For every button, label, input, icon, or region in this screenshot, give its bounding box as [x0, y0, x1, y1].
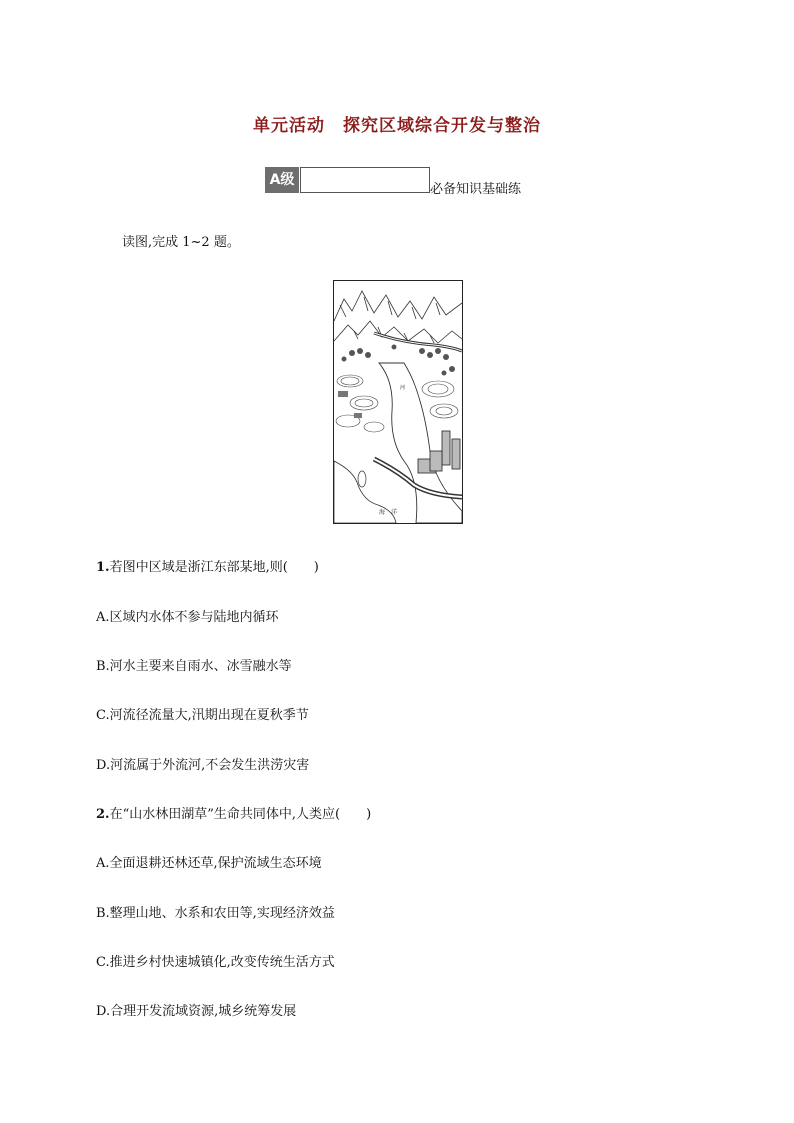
score-box[interactable]	[300, 167, 430, 193]
option-2c[interactable]: C.推进乡村快速城镇化,改变传统生活方式	[96, 955, 335, 970]
option-2b[interactable]: B.整理山地、水系和农田等,实现经济效益	[96, 906, 335, 921]
question-stem: 若图中区域是浙江东部某地,则( )	[109, 560, 319, 575]
landscape-figure	[333, 280, 463, 524]
question-number: 2.	[96, 807, 110, 822]
level-label: 必备知识基础练	[430, 182, 522, 197]
landscape-illustration	[334, 281, 462, 523]
question-1	[96, 556, 319, 575]
option-1d[interactable]: D.河流属于外流河,不会发生洪涝灾害	[96, 758, 310, 773]
option-1b[interactable]: B.河水主要来自雨水、冰雪融水等	[96, 659, 292, 674]
option-2a[interactable]: A.全面退耕还林还草,保护流域生态环境	[96, 856, 322, 871]
option-2d[interactable]: D.合理开发流域资源,城乡统筹发展	[96, 1004, 297, 1019]
level-header	[265, 167, 545, 197]
page-title: 单元活动 探究区域综合开发与整治	[253, 116, 541, 136]
intro-text: 读图,完成 1~2 题。	[122, 235, 240, 250]
option-1c[interactable]: C.河流径流量大,汛期出现在夏秋季节	[96, 708, 309, 723]
river-label: 河	[400, 385, 406, 391]
option-1a[interactable]: A.区域内水体不参与陆地内循环	[96, 610, 279, 625]
level-badge: A级	[265, 167, 299, 193]
question-stem: 在“山水林田湖草”生命共同体中,人类应( )	[109, 807, 372, 822]
question-number: 1.	[96, 560, 110, 575]
question-2	[96, 803, 371, 822]
sea-label: 海 洋	[379, 509, 398, 516]
